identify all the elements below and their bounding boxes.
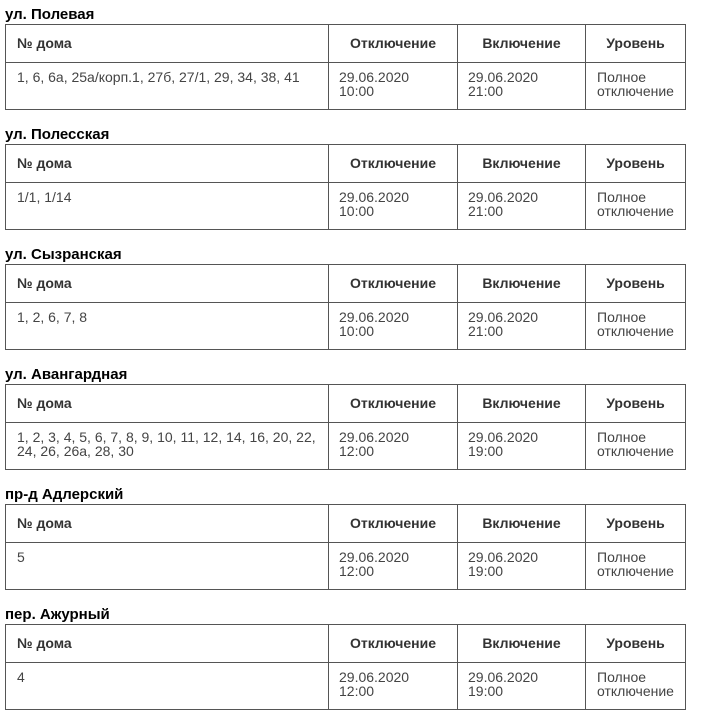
header-off: Отключение xyxy=(329,505,458,543)
header-level: Уровень xyxy=(586,265,686,303)
houses-cell: 1/1, 1/14 xyxy=(6,183,329,230)
outage-table xyxy=(5,624,686,710)
table-header-row xyxy=(6,385,686,423)
header-on: Включение xyxy=(458,145,586,183)
level-cell: Полное отключение xyxy=(586,543,686,590)
table-row xyxy=(6,183,686,230)
outage-table xyxy=(5,144,686,230)
header-house: № дома xyxy=(6,145,329,183)
header-level: Уровень xyxy=(586,25,686,63)
houses-cell: 1, 6, 6а, 25а/корп.1, 27б, 27/1, 29, 34, 38, 41 xyxy=(6,63,329,110)
on-cell: 29.06.2020 19:00 xyxy=(458,663,586,710)
on-cell: 29.06.2020 19:00 xyxy=(458,423,586,470)
header-off: Отключение xyxy=(329,25,458,63)
off-cell: 29.06.2020 12:00 xyxy=(329,423,458,470)
street-section xyxy=(5,122,685,230)
header-off: Отключение xyxy=(329,625,458,663)
header-off: Отключение xyxy=(329,265,458,303)
table-row xyxy=(6,663,686,710)
street-title: пер. Ажурный xyxy=(5,606,110,623)
houses-cell: 5 xyxy=(6,543,329,590)
street-title: ул. Сызранская xyxy=(5,246,122,263)
houses-cell: 1, 2, 6, 7, 8 xyxy=(6,303,329,350)
table-row xyxy=(6,63,686,110)
table-header-row xyxy=(6,145,686,183)
header-on: Включение xyxy=(458,25,586,63)
header-house: № дома xyxy=(6,25,329,63)
table-row xyxy=(6,543,686,590)
header-house: № дома xyxy=(6,505,329,543)
header-level: Уровень xyxy=(586,625,686,663)
header-off: Отключение xyxy=(329,385,458,423)
outage-table xyxy=(5,504,686,590)
houses-cell: 1, 2, 3, 4, 5, 6, 7, 8, 9, 10, 11, 12, 14, 16, 20, 22, 24, 26, 26а, 28, 30 xyxy=(6,423,329,470)
level-cell: Полное отключение xyxy=(586,423,686,470)
street-title: ул. Авангардная xyxy=(5,366,128,383)
off-cell: 29.06.2020 10:00 xyxy=(329,303,458,350)
street-section xyxy=(5,362,685,470)
table-header-row xyxy=(6,625,686,663)
header-on: Включение xyxy=(458,265,586,303)
off-cell: 29.06.2020 10:00 xyxy=(329,183,458,230)
outage-table xyxy=(5,384,686,470)
street-section xyxy=(5,242,685,350)
table-row xyxy=(6,303,686,350)
table-header-row xyxy=(6,265,686,303)
table-row xyxy=(6,423,686,470)
on-cell: 29.06.2020 21:00 xyxy=(458,303,586,350)
level-cell: Полное отключение xyxy=(586,663,686,710)
off-cell: 29.06.2020 12:00 xyxy=(329,543,458,590)
header-level: Уровень xyxy=(586,505,686,543)
street-title: пр-д Адлерский xyxy=(5,486,124,503)
on-cell: 29.06.2020 19:00 xyxy=(458,543,586,590)
header-on: Включение xyxy=(458,625,586,663)
header-on: Включение xyxy=(458,505,586,543)
off-cell: 29.06.2020 12:00 xyxy=(329,663,458,710)
street-title: ул. Полесская xyxy=(5,126,110,143)
level-cell: Полное отключение xyxy=(586,183,686,230)
header-level: Уровень xyxy=(586,385,686,423)
level-cell: Полное отключение xyxy=(586,63,686,110)
table-header-row xyxy=(6,505,686,543)
level-cell: Полное отключение xyxy=(586,303,686,350)
header-house: № дома xyxy=(6,625,329,663)
outage-table xyxy=(5,24,686,110)
on-cell: 29.06.2020 21:00 xyxy=(458,183,586,230)
houses-cell: 4 xyxy=(6,663,329,710)
outage-table xyxy=(5,264,686,350)
street-title: ул. Полевая xyxy=(5,6,95,23)
off-cell: 29.06.2020 10:00 xyxy=(329,63,458,110)
street-section xyxy=(5,2,685,110)
street-section xyxy=(5,602,685,710)
table-header-row xyxy=(6,25,686,63)
header-house: № дома xyxy=(6,265,329,303)
header-on: Включение xyxy=(458,385,586,423)
street-section xyxy=(5,482,685,590)
header-level: Уровень xyxy=(586,145,686,183)
header-house: № дома xyxy=(6,385,329,423)
on-cell: 29.06.2020 21:00 xyxy=(458,63,586,110)
header-off: Отключение xyxy=(329,145,458,183)
